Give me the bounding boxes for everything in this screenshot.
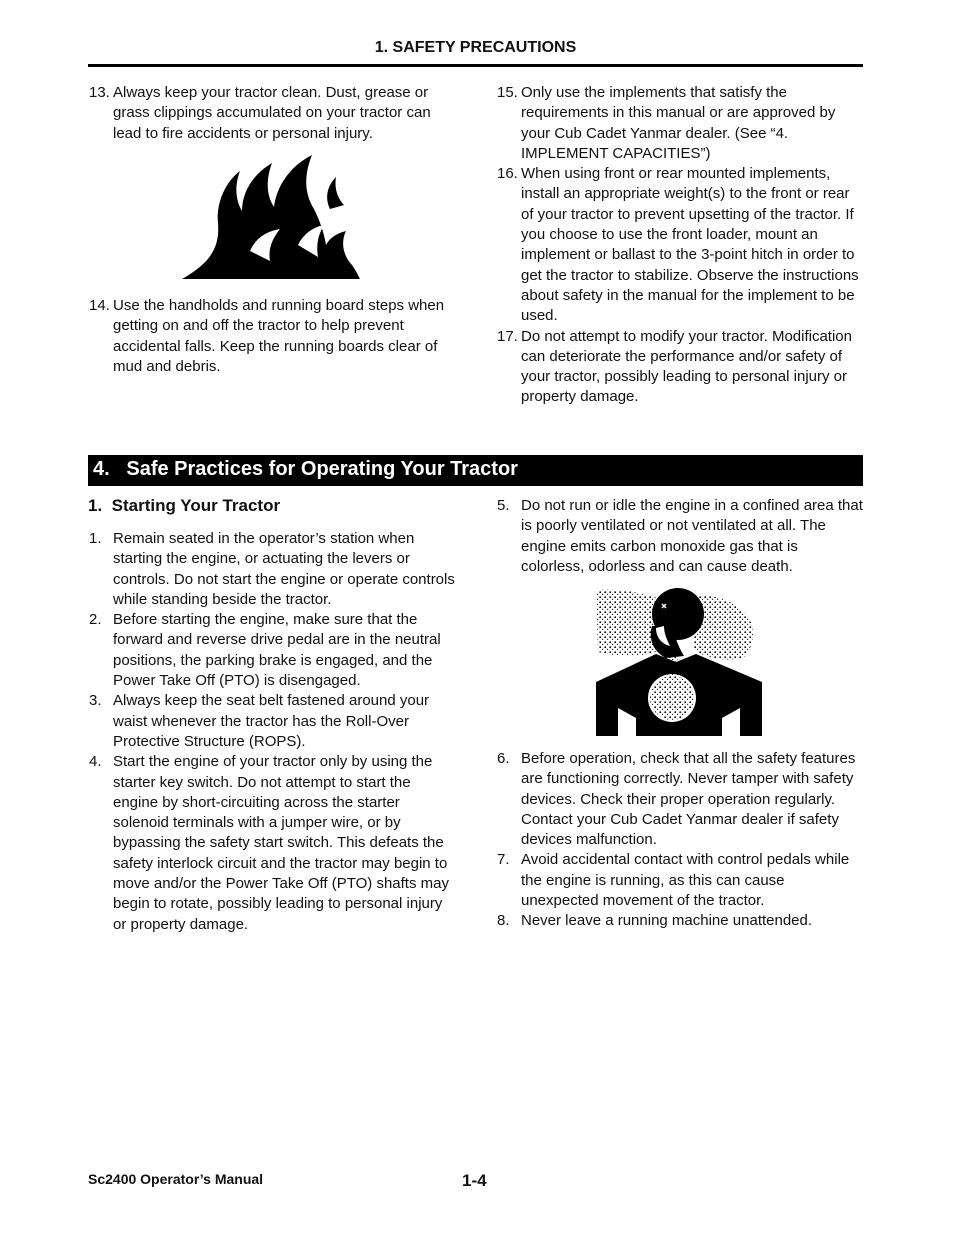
list-item [497,850,865,911]
header-rule [88,64,863,67]
running-head: 1. SAFETY PRECAUTIONS [374,39,577,56]
item-text: Before starting the engine, make sure that the forward and reverse drive pedal are in the neutral positions, the parking brake is engaged, and the Power Take Off (PTO) is disengaged. [113,611,441,690]
column-starting-left [89,529,457,935]
item-text: Never leave a running machine unattended. [521,912,813,930]
item-number: 4. [89,753,102,771]
item-number: 7. [497,851,510,869]
column-top-right [497,83,865,408]
column-top-left-lower [89,296,457,377]
item-text: Remain seated in the operator’s station when starting the engine, or actuating the levers or controls. Do not start the engine or operate controls while standing beside the tractor. [113,530,455,608]
item-text: When using front or rear mounted implements, install an appropriate weight(s) to the front or rear of your tractor to prevent upsetting of the tractor. If you choose to use the front loader, mount an implement or ballast to the 3-point hitch in order to get the tractor to stabilize. Observe the instructions about safety in the manual for the implement to be used. [521,165,859,325]
column-starting-right-lower [497,749,865,932]
list-item [497,496,865,577]
item-number: 6. [497,750,510,767]
list-item [89,691,457,752]
list-item [497,327,865,408]
subsection-title: 1. Starting Your Tractor [88,496,281,515]
item-text: Avoid accidental contact with control pedals while the engine is running, as this can cause unexpected movement of the tractor. [521,851,850,910]
item-number: 8. [497,912,510,930]
list-item [89,296,457,377]
item-number: 1. [89,530,102,547]
manual-title: Sc2400 Operator’s Manual [88,1171,264,1187]
item-text: Use the handholds and running board steps when getting on and off the tractor to help prevent accidental falls. Keep the running boards clear of mud and debris. [113,297,445,375]
item-text: Only use the implements that satisfy the requirements in this manual or are approved by your Cub Cadet Yanmar dealer. (See “4. IMPLEMENT CAPACITIES”) [521,84,836,162]
item-number: 5. [497,497,510,514]
item-text: Before operation, check that all the safety features are functioning correctly. Never tamper with safety devices. Check their proper operation regularly. Contact your Cub Cadet Yanmar dealer if safety devices malfunction. [521,750,856,849]
item-text: Always keep the seat belt fastened around your waist whenever the tractor has the Roll-Over Protective Structure (ROPS). [113,692,430,750]
item-number: 14. [89,297,110,314]
item-text: Do not attempt to modify your tractor. Modification can deteriorate the performance and/or safety of your tractor, possibly leading to personal injury or property damage. [521,327,852,406]
toxic-gas-hazard-icon [594,586,764,740]
list-item [497,749,865,850]
starting-list [89,529,457,935]
precaution-list [497,83,865,408]
item-number: 17. [497,327,518,345]
item-text: Always keep your tractor clean. Dust, grease or grass clippings accumulated on your tractor can lead to fire accidents or personal injury. [113,84,431,142]
list-item [89,529,457,610]
list-item [497,83,865,164]
list-item [497,911,865,931]
item-text: Do not run or idle the engine in a confined area that is poorly ventilated or not ventilated at all. The engine emits carbon monoxide gas that is colorless, odorless and can cause death. [521,497,863,575]
precaution-list [89,83,457,144]
page-number: 1-4 [462,1171,487,1190]
column-starting-right [497,496,865,577]
item-number: 3. [89,692,102,710]
precaution-list [89,296,457,377]
item-number: 16. [497,165,518,183]
starting-list [497,496,865,577]
section-title: 4. Safe Practices for Operating Your Tractor [93,458,518,480]
item-number: 15. [497,84,518,101]
section-heading-bar [88,455,863,486]
list-item [89,752,457,935]
list-item [89,83,457,144]
fire-hazard-icon [180,153,360,281]
item-text: Start the engine of your tractor only by using the starter key switch. Do not attempt to start the engine by short-circuiting across the starter solenoid terminals with a jumper wire, or by bypassing the safety start switch. This defeats the safety interlock circuit and the tractor may begin to move and/or the Power Take Off (PTO) shafts may begin to rotate, possibly leading to personal injury or property damage. [113,753,449,933]
list-item [497,164,865,326]
item-number: 2. [89,611,102,629]
column-top-left [89,83,457,144]
list-item [89,610,457,691]
item-number: 13. [89,84,110,101]
starting-list [497,749,865,932]
